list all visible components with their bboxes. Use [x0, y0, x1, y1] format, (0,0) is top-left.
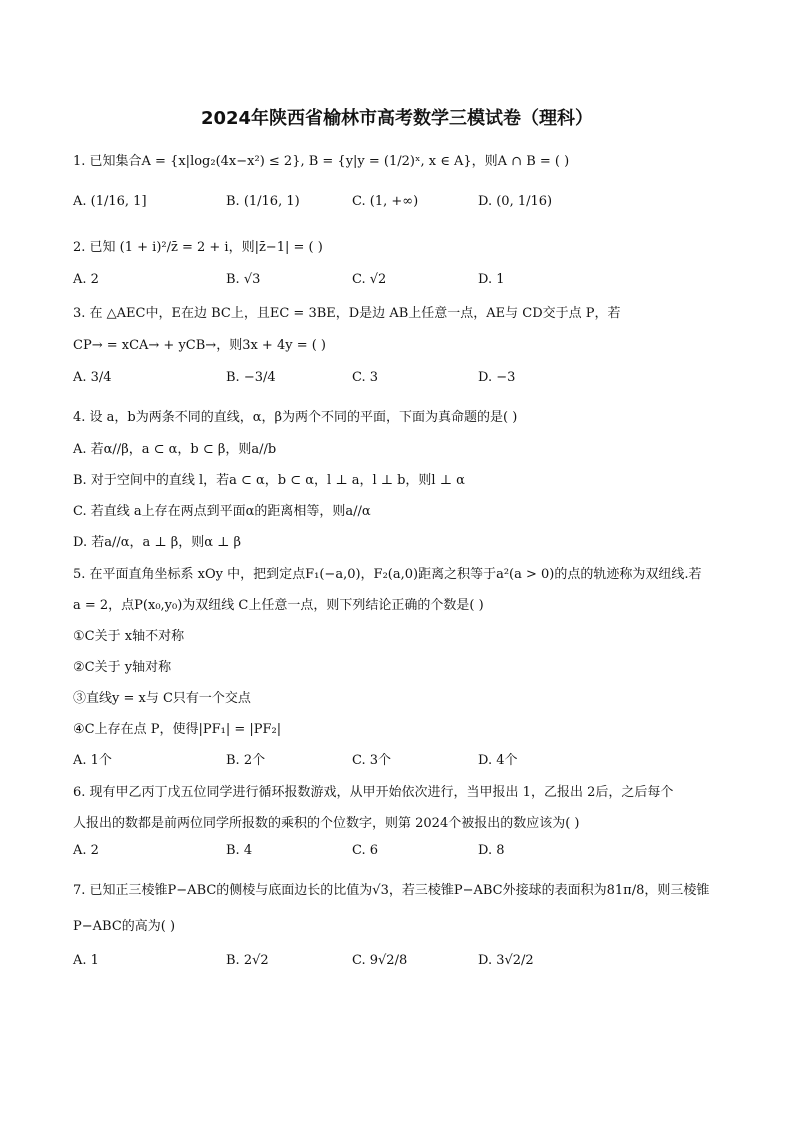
question-5-statement-4: ④C上存在点 P，使得|PF₁| = |PF₂|	[73, 722, 282, 737]
option-b: B. √3	[226, 272, 261, 287]
option-d: D. 4个	[478, 753, 518, 768]
option-a: A. 2	[73, 843, 99, 858]
question-5-statement-2: ②C关于 y轴对称	[73, 660, 172, 675]
question-7-text-line-1: 7. 已知正三棱锥P−ABC的侧棱与底面边长的比值为√3，若三棱锥P−ABC外接球的表面积为81π/8，则三棱锥	[73, 883, 710, 898]
option-d: D. 8	[478, 843, 505, 858]
option-a: A. 1	[73, 953, 99, 968]
question-4-text: 4. 设 a，b为两条不同的直线，α，β为两个不同的平面，下面为真命题的是( )	[73, 410, 518, 425]
question-4-option-a: A. 若α//β，a ⊂ α，b ⊂ β，则a//b	[73, 442, 277, 457]
page-title: 2024年陕西省榆林市高考数学三模试卷（理科）	[200, 108, 594, 129]
option-b: B. (1/16, 1)	[226, 194, 300, 209]
option-a: A. 3/4	[73, 370, 112, 385]
option-c: C. 9√2/8	[352, 953, 408, 968]
option-a: A. 1个	[73, 753, 112, 768]
option-c: C. 3	[352, 370, 379, 385]
question-5-text-line-2: a = 2，点P(x₀,y₀)为双纽线 C上任意一点，则下列结论正确的个数是( )	[73, 598, 484, 613]
question-4-option-b: B. 对于空间中的直线 l，若a ⊂ α，b ⊂ α，l ⊥ a，l ⊥ b，则l ⊥ α	[73, 473, 465, 488]
question-5-statement-1: ①C关于 x轴不对称	[73, 629, 185, 644]
option-d: D. (0, 1/16)	[478, 194, 553, 209]
question-2-text: 2. 已知 (1 + i)²/z̄ = 2 + i，则|z̄−1| = ( )	[73, 240, 323, 255]
question-5-text-line-1: 5. 在平面直角坐标系 xOy 中，把到定点F₁(−a,0)，F₂(a,0)距离之积等于a²(a > 0)的点的轨迹称为双纽线.若	[73, 567, 702, 582]
question-6-text-line-1: 6. 现有甲乙丙丁戊五位同学进行循环报数游戏，从甲开始依次进行，当甲报出 1，乙报出 2后，之后每个	[73, 785, 674, 800]
option-d: D. −3	[478, 370, 516, 385]
option-a: A. (1/16, 1]	[73, 194, 147, 209]
option-b: B. 2√2	[226, 953, 269, 968]
question-3-text-line-2: CP→ = xCA→ + yCB→，则3x + 4y = ( )	[73, 338, 327, 353]
question-4-option-c: C. 若直线 a上存在两点到平面α的距离相等，则a//α	[73, 504, 371, 519]
option-b: B. 2个	[226, 753, 266, 768]
option-d: D. 1	[478, 272, 505, 287]
question-5-statement-3: ③直线y = x与 C只有一个交点	[73, 691, 251, 706]
question-6-text-line-2: 人报出的数都是前两位同学所报数的乘积的个位数字，则第 2024个被报出的数应该为( )	[73, 816, 580, 831]
option-c: C. 6	[352, 843, 379, 858]
option-c: C. √2	[352, 272, 387, 287]
question-1-text: 1. 已知集合A = {x|log₂(4x−x²) ≤ 2}, B = {y|y = (1/2)ˣ, x ∈ A}，则A ∩ B = ( )	[73, 154, 570, 169]
option-c: C. 3个	[352, 753, 392, 768]
question-7-text-line-2: P−ABC的高为( )	[73, 919, 176, 934]
option-b: B. −3/4	[226, 370, 276, 385]
option-d: D. 3√2/2	[478, 953, 534, 968]
option-c: C. (1, +∞)	[352, 194, 419, 209]
option-a: A. 2	[73, 272, 99, 287]
question-4-option-d: D. 若a//α，a ⊥ β，则α ⊥ β	[73, 535, 242, 550]
option-b: B. 4	[226, 843, 253, 858]
question-3-text-line-1: 3. 在 △AEC中，E在边 BC上，且EC = 3BE，D是边 AB上任意一点，AE与 CD交于点 P，若	[73, 306, 621, 321]
